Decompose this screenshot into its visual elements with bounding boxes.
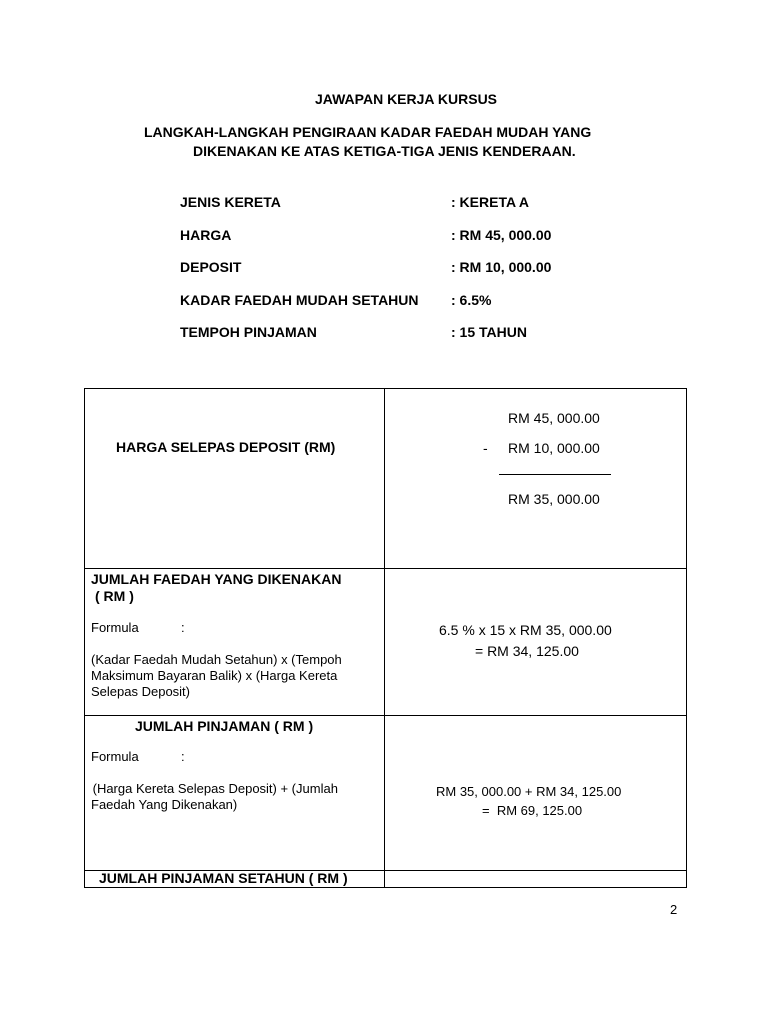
formula-label: Formula <box>91 620 139 635</box>
formula-label: Formula <box>91 749 139 764</box>
calc-faedah-expression: 6.5 % x 15 x RM 35, 000.00 <box>439 622 612 638</box>
formula-colon: : <box>181 749 185 764</box>
calc-pinjaman-result: = RM 69, 125.00 <box>482 803 583 818</box>
table-row <box>85 871 687 888</box>
table-cell-value <box>385 389 687 569</box>
table-cell-label <box>85 389 385 569</box>
calc-pinjaman-expression: RM 35, 000.00 + RM 34, 125.00 <box>436 784 622 799</box>
info-value-deposit: : RM 10, 000.00 <box>451 259 552 275</box>
row-label-jumlah-faedah: JUMLAH FAEDAH YANG DIKENAKAN <box>91 571 342 587</box>
table-row <box>85 569 687 716</box>
formula-colon: : <box>181 620 185 635</box>
row-label-jumlah-faedah-unit: ( RM ) <box>95 588 134 604</box>
value-harga-selepas-deposit: RM 35, 000.00 <box>508 491 600 507</box>
value-deposit: RM 10, 000.00 <box>508 440 600 456</box>
table-row <box>85 716 687 871</box>
table-cell-label <box>85 871 385 888</box>
calc-faedah-result: = RM 34, 125.00 <box>475 643 579 659</box>
formula-text-line2: Maksimum Bayaran Balik) x (Harga Kereta <box>91 668 338 683</box>
formula-text-line2: Faedah Yang Dikenakan) <box>91 797 238 812</box>
info-value-tempoh-pinjaman: : 15 TAHUN <box>451 324 527 340</box>
table-cell-label <box>85 716 385 871</box>
formula-text-line3: Selepas Deposit) <box>91 684 190 699</box>
info-value-kadar-faedah: : 6.5% <box>451 292 492 308</box>
document-heading: JAWAPAN KERJA KURSUS <box>314 91 498 107</box>
info-label-jenis-kereta: JENIS KERETA <box>180 194 281 210</box>
document-subheading-line2: DIKENAKAN KE ATAS KETIGA-TIGA JENIS KENDERAAN. <box>193 143 576 159</box>
table-cell-value <box>385 569 687 716</box>
table-cell-value <box>385 716 687 871</box>
minus-sign: - <box>483 440 488 456</box>
table-row <box>85 389 687 569</box>
calculation-table <box>84 388 687 888</box>
table-cell-value <box>385 871 687 888</box>
row-label-jumlah-pinjaman: JUMLAH PINJAMAN ( RM ) <box>135 718 314 734</box>
info-label-kadar-faedah: KADAR FAEDAH MUDAH SETAHUN <box>180 292 419 308</box>
page-number: 2 <box>670 902 678 917</box>
info-label-tempoh-pinjaman: TEMPOH PINJAMAN <box>180 324 317 340</box>
value-harga: RM 45, 000.00 <box>508 410 600 426</box>
info-label-deposit: DEPOSIT <box>180 259 242 275</box>
row-label-harga-selepas-deposit: HARGA SELEPAS DEPOSIT (RM) <box>116 439 336 455</box>
table-cell-label <box>85 569 385 716</box>
info-value-harga: : RM 45, 000.00 <box>451 227 552 243</box>
formula-text-line1: (Kadar Faedah Mudah Setahun) x (Tempoh <box>91 652 342 667</box>
document-subheading-line1: LANGKAH-LANGKAH PENGIRAAN KADAR FAEDAH MUDAH YANG <box>144 124 592 140</box>
subtraction-rule <box>499 474 611 475</box>
formula-text-line1: (Harga Kereta Selepas Deposit) + (Jumlah <box>89 781 338 796</box>
row-label-jumlah-pinjaman-setahun: JUMLAH PINJAMAN SETAHUN ( RM ) <box>99 870 348 886</box>
info-value-jenis-kereta: : KERETA A <box>451 194 530 210</box>
info-label-harga: HARGA <box>180 227 232 243</box>
